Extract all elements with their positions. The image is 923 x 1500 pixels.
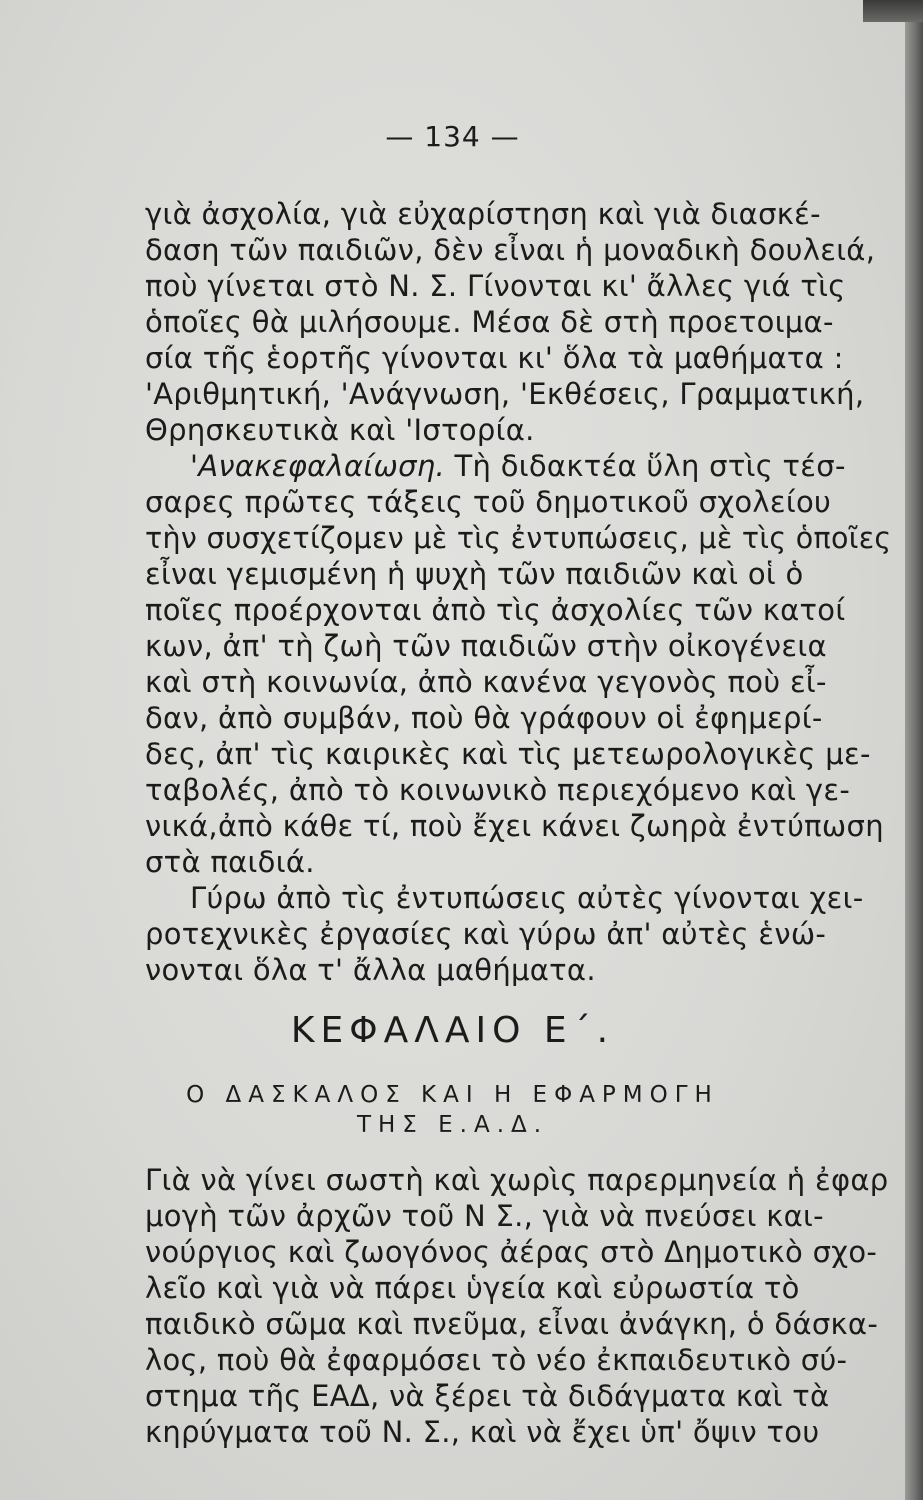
page-number: — 134 — [385,120,520,153]
text-line: Θρησκευτικὰ καὶ 'Ιστορία. [145,413,535,447]
text-line: 'Αριθμητική, 'Ανάγνωση, 'Εκθέσεις, Γραμματική, [145,377,865,411]
text-line [190,448,846,484]
text-line: δαση τῶν παιδιῶν, δὲν εἶναι ἡ μοναδικὴ δουλειά, [145,233,876,267]
text-line: γιὰ ἀσχολία, γιὰ εὐχαρίστηση καὶ γιὰ διασκέ- [145,197,821,231]
book-corner-shadow [863,0,923,22]
text-line: στὰ παιδιά. [145,845,315,879]
text-line: λος, ποὺ θὰ ἐφαρμόσει τὸ νέο ἐκπαιδευτικὸ σύ- [145,1343,848,1377]
text-line: σία τῆς ἑορτῆς γίνονται κι' ὅλα τὰ μαθήματα : [145,341,844,375]
text-line: νικά,ἀπὸ κάθε τί, ποὺ ἔχει κάνει ζωηρὰ ἐντύπωση [145,809,884,843]
text-line: ὁποῖες θὰ μιλήσουμε. Μέσα δὲ στὴ προετοιμα- [145,305,834,339]
text-line: ποῖες προέρχονται ἀπὸ τὶς ἀσχολίες τῶν κατοί [145,593,846,627]
text-line: σαρες πρῶτες τάξεις τοῦ δημοτικοῦ σχολείου [145,485,832,519]
chapter-title: ΚΕΦΑΛΑΙΟ Ε΄. [290,1010,615,1051]
text-line: κων, ἀπ' τὴ ζωὴ τῶν παιδιῶν στὴν οἰκογένεια [145,629,827,663]
text-line: καὶ στὴ κοινωνία, ἀπὸ κανένα γεγονὸς ποὺ εἶ- [145,665,827,699]
text-line: Γιὰ νὰ γίνει σωστὴ καὶ χωρὶς παρερμηνεία ἡ ἐφαρ [145,1163,889,1197]
text-line: Γύρω ἀπὸ τὶς ἐντυπώσεις αὐτὲς γίνονται χει- [190,881,864,915]
text-line: εἶναι γεμισμένη ἡ ψυχὴ τῶν παιδιῶν καὶ οἱ ὁ [145,557,804,591]
text-line: παιδικὸ σῶμα καὶ πνεῦμα, εἶναι ἀνάγκη, ὁ δάσκα- [145,1307,879,1341]
text-line: κηρύγματα τοῦ Ν. Σ., καὶ νὰ ἔχει ὑπ' ὄψιν του [145,1415,820,1449]
text-line: ποὺ γίνεται στὸ Ν. Σ. Γίνονται κι' ἄλλες γιά τὶς [145,269,846,303]
text-line: δαν, ἀπὸ συμβάν, ποὺ θὰ γράφουν οἱ ἐφημερί- [145,701,823,735]
text-line: λεῖο καὶ γιὰ νὰ πάρει ὑγεία καὶ εὐρωστία τὸ [145,1271,800,1305]
section-heading-line: Ο ΔΑΣΚΑΛΟΣ ΚΑΙ Η ΕΦΑΡΜΟΓΗ [186,1082,719,1108]
text-line: τὴν συσχετίζομεν μὲ τὶς ἐντυπώσεις, μὲ τὶς ὁποῖες [145,521,892,555]
text-span: Τὴ διδακτέα ὕλη στὶς τέσ- [445,449,846,483]
text-line: ροτεχνικὲς ἐργασίες καὶ γύρω ἀπ' αὐτὲς ἑνώ- [145,917,827,951]
text-line: στημα τῆς ΕΑΔ, νὰ ξέρει τὰ διδάγματα καὶ τὰ [145,1379,830,1413]
text-line: δες, ἀπ' τὶς καιρικὲς καὶ τὶς μετεωρολογικὲς με- [145,737,871,771]
text-line: νούργιος καὶ ζωογόνος ἀέρας στὸ Δημοτικὸ σχο- [145,1235,878,1269]
text-line: μογὴ τῶν ἀρχῶν τοῦ Ν Σ., γιὰ νὰ πνεύσει και- [145,1199,824,1233]
section-heading-line: ΤΗΣ Ε.Α.Δ. [356,1112,549,1138]
text-line: νονται ὅλα τ' ἄλλα μαθήματα. [145,953,596,987]
text-line: ταβολές, ἀπὸ τὸ κοινωνικὸ περιεχόμενο καὶ γε- [145,773,851,807]
italic-lead-term: 'Ανακεφαλαίωση. [190,449,445,483]
book-spine-edge [905,0,923,1500]
